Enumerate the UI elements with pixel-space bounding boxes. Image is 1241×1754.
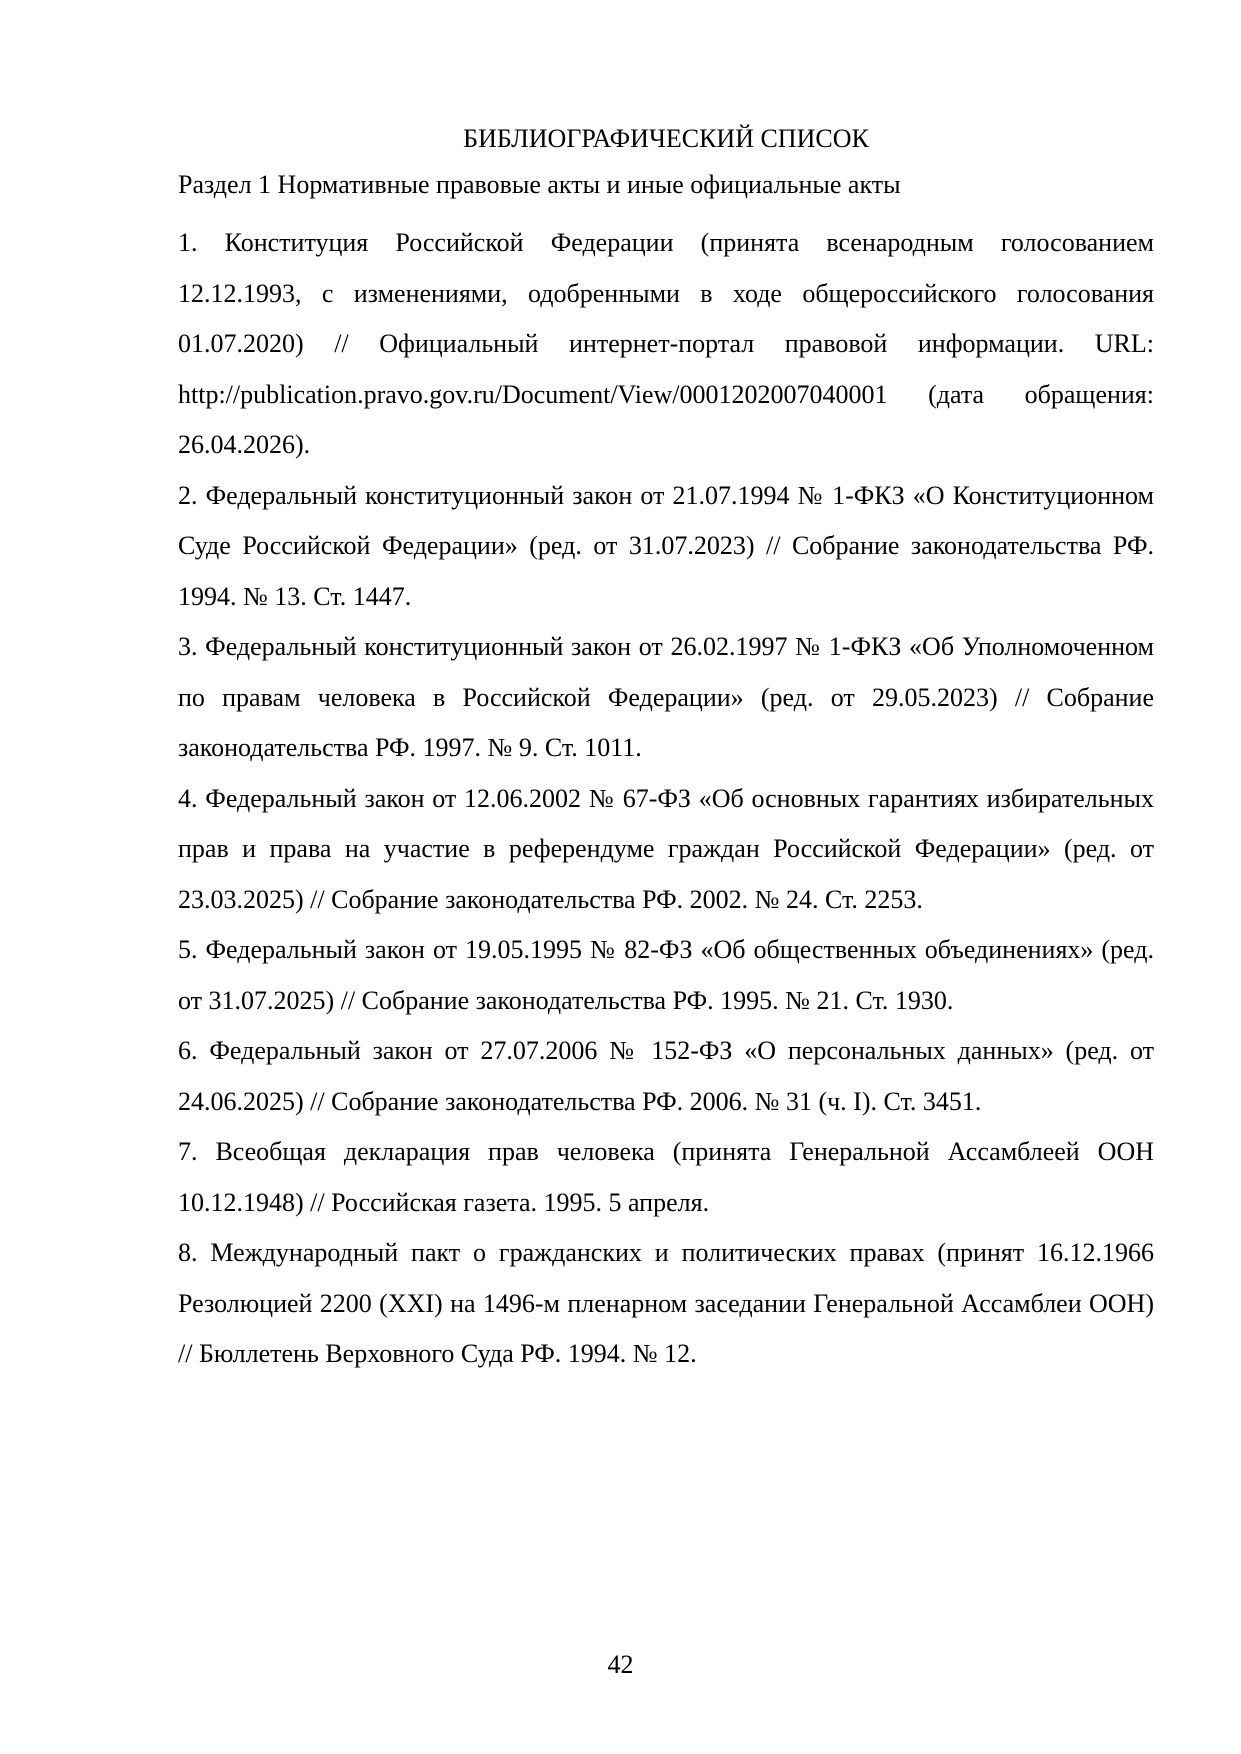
bibliography-entry-6: 6. Федеральный закон от 27.07.2006 № 152-ФЗ «О персональных данных» (ред. от 24.06.2025) // Собрание законодательства РФ. 2006. № 31 (ч. I). Ст. 3451. [178,1036,1154,1116]
document-title: БИБЛИОГРАФИЧЕСКИЙ СПИСОК [463,124,869,153]
bibliography-entry-3: 3. Федеральный конституционный закон от 26.02.1997 № 1-ФКЗ «Об Уполномоченном по правам человека в Российской Федерации» (ред. от 29.05.2023) // Собрание законодательства РФ. 1997. № 9. Ст. 1011. [178,632,1154,762]
bibliography-entry-4: 4. Федеральный закон от 12.06.2002 № 67-ФЗ «Об основных гарантиях избирательных прав и права на участие в референдуме граждан Российской Федерации» (ред. от 23.03.2025) // Собрание законодательства РФ. 2002. № 24. Ст. 2253. [178,783,1154,914]
bibliography-entry-1: 1. Конституция Российской Федерации (принята всенародным голосованием 12.12.1993, с изменениями, одобренными в ходе общероссийского голосования 01.07.2020) // Официальный интернет-портал правовой информации. URL: http://publication.pravo.gov.ru/Document/View/0001202007040001 (дата обращения: 26.04.2026). [178,228,1154,459]
bibliography-entry-8: 8. Международный пакт о гражданских и политических правах (принят 16.12.1966 Резолюцией 2200 (XXI) на 1496-м пленарном заседании Генеральной Ассамблеи ООН) // Бюллетень Верховного Суда РФ. 1994. № 12. [178,1238,1154,1368]
bibliography-list [178,218,1154,1380]
bibliography-entry-2: 2. Федеральный конституционный закон от 21.07.1994 № 1-ФКЗ «О Конституционном Суде Российской Федерации» (ред. от 31.07.2023) // Собрание законодательства РФ. 1994. № 13. Ст. 1447. [178,480,1154,611]
bibliography-entry-5: 5. Федеральный закон от 19.05.1995 № 82-ФЗ «Об общественных объединениях» (ред. от 31.07.2025) // Собрание законодательства РФ. 1995. № 21. Ст. 1930. [178,935,1154,1015]
section-heading: Раздел 1 Нормативные правовые акты и иные официальные акты [178,170,901,199]
bibliography-entry-7: 7. Всеобщая декларация прав человека (принята Генеральной Ассамблеей ООН 10.12.1948) // Российская газета. 1995. 5 апреля. [178,1137,1154,1217]
page-number: 42 [607,1650,634,1679]
page-content [178,116,1154,1380]
